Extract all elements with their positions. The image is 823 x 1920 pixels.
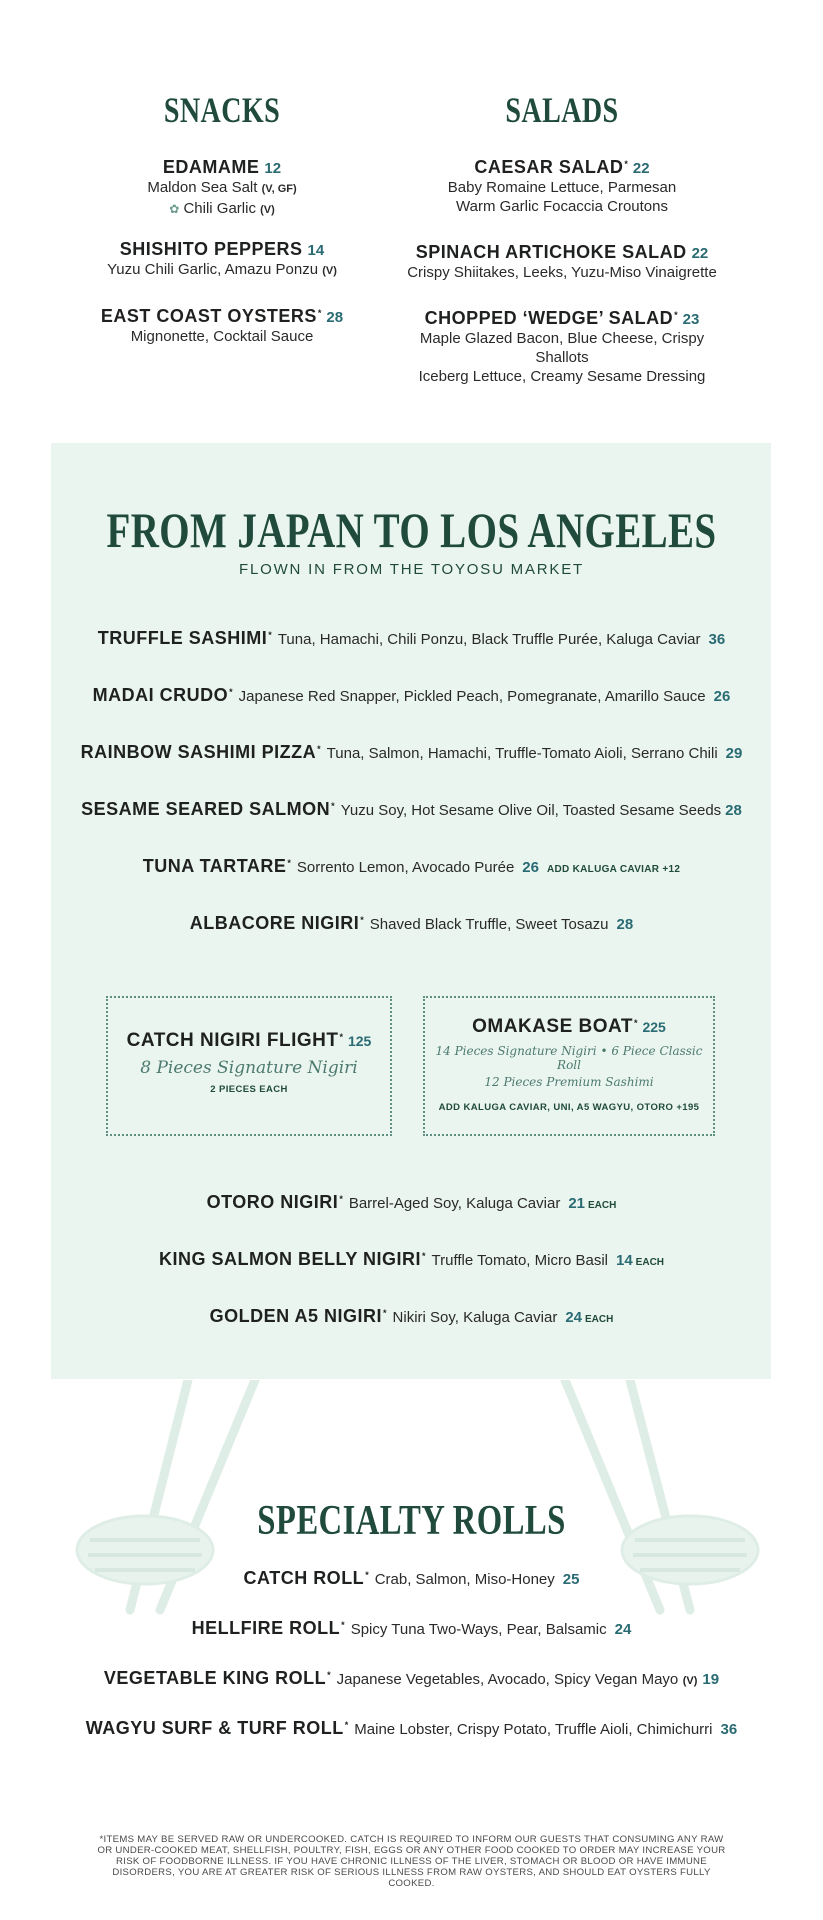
item-price: 24 xyxy=(565,1309,582,1326)
menu-item-tuna-tartare xyxy=(0,856,823,877)
menu-item-caesar xyxy=(392,157,732,216)
raw-star: * xyxy=(344,1719,349,1730)
diet-tag: (V) xyxy=(260,204,275,216)
item-name: EAST COAST OYSTERS xyxy=(100,306,317,326)
item-desc: Truffle Tomato, Micro Basil xyxy=(431,1252,608,1269)
raw-star: * xyxy=(339,1193,343,1204)
omakase-boat-box xyxy=(423,996,715,1136)
menu-item-oysters xyxy=(72,306,372,346)
raw-star: * xyxy=(365,1569,369,1580)
menu-item-sesame-salmon xyxy=(0,799,823,820)
raw-star: * xyxy=(341,1619,345,1630)
raw-star: * xyxy=(674,309,678,320)
raw-star: * xyxy=(360,914,364,925)
item-price: 24 xyxy=(614,1621,632,1638)
snacks-title: SNACKS xyxy=(163,90,281,130)
item-desc: Baby Romaine Lettuce, Parmesan xyxy=(447,179,677,196)
menu-item-truffle-sashimi xyxy=(0,628,823,649)
japan-title: FROM JAPAN TO LOS ANGELES xyxy=(106,502,717,558)
flight-script: 8 Pieces Signature Nigiri xyxy=(140,1058,358,1078)
item-desc: Japanese Red Snapper, Pickled Peach, Pomegranate, Amarillo Sauce xyxy=(238,688,706,705)
item-price: 26 xyxy=(713,688,731,705)
menu-item-golden-a5 xyxy=(0,1306,823,1327)
item-price: 125 xyxy=(347,1033,372,1049)
menu-item-king-salmon xyxy=(0,1249,823,1270)
boat-note: ADD KALUGA CAVIAR, UNI, A5 WAGYU, OTORO +195 xyxy=(438,1102,700,1113)
item-desc: Warm Garlic Focaccia Croutons xyxy=(456,198,668,215)
raw-star: * xyxy=(339,1031,343,1042)
item-desc: Spicy Tuna Two-Ways, Pear, Balsamic xyxy=(350,1621,607,1638)
item-price: 225 xyxy=(642,1019,666,1035)
item-name: OMAKASE BOAT xyxy=(472,1016,633,1037)
menu-item-albacore xyxy=(0,913,823,934)
item-desc: Sorrento Lemon, Avocado Purée xyxy=(296,859,515,876)
raw-star: * xyxy=(287,857,291,868)
menu-item-wagyu-roll xyxy=(0,1718,823,1739)
item-name: VEGETABLE KING ROLL xyxy=(103,1668,327,1688)
item-name: TRUFFLE SASHIMI xyxy=(97,628,268,648)
item-desc: Tuna, Salmon, Hamachi, Truffle-Tomato Aioli, Serrano Chili xyxy=(326,745,718,762)
diet-tag: (V, GF) xyxy=(261,183,297,195)
menu-item-edamame xyxy=(72,157,372,220)
boat-script: 12 Pieces Premium Sashimi xyxy=(484,1075,654,1089)
raw-star: * xyxy=(383,1307,387,1318)
item-price: 28 xyxy=(616,916,634,933)
item-name: CAESAR SALAD xyxy=(474,157,624,177)
item-desc: Mignonette, Cocktail Sauce xyxy=(130,328,314,345)
addon-note: ADD KALUGA CAVIAR +12 xyxy=(546,864,681,875)
raw-star: * xyxy=(268,629,272,640)
raw-star: * xyxy=(331,800,335,811)
raw-star: * xyxy=(229,686,233,697)
diet-tag: (V) xyxy=(682,1675,698,1687)
menu-item-spinach xyxy=(392,242,732,282)
item-desc: Yuzu Soy, Hot Sesame Olive Oil, Toasted Sesame Seeds xyxy=(340,802,722,819)
japan-subtitle: FLOWN IN FROM THE TOYOSU MARKET xyxy=(239,561,584,578)
item-desc: Chili Garlic xyxy=(183,200,256,217)
item-desc: Maple Glazed Bacon, Blue Cheese, Crispy Shallots xyxy=(419,330,705,366)
item-desc: Nikiri Soy, Kaluga Caviar xyxy=(392,1309,558,1326)
item-price: 12 xyxy=(264,160,282,177)
raw-star: * xyxy=(327,1669,331,1680)
item-name: WAGYU SURF & TURF ROLL xyxy=(85,1718,344,1738)
item-name: RAINBOW SASHIMI PIZZA xyxy=(80,742,317,762)
item-desc: Crab, Salmon, Miso-Honey xyxy=(374,1571,555,1588)
menu-item-catch-roll xyxy=(0,1568,823,1589)
item-name: EDAMAME xyxy=(162,157,260,177)
item-name: SHISHITO PEPPERS xyxy=(119,239,303,259)
item-name: MADAI CRUDO xyxy=(92,685,229,705)
each-label: EACH xyxy=(588,1200,617,1211)
item-desc: Barrel-Aged Soy, Kaluga Caviar xyxy=(348,1195,561,1212)
item-price: 22 xyxy=(691,245,709,262)
item-desc: Maldon Sea Salt xyxy=(147,179,258,196)
item-name: GOLDEN A5 NIGIRI xyxy=(209,1306,383,1326)
item-desc: Tuna, Hamachi, Chili Ponzu, Black Truffle Purée, Kaluga Caviar xyxy=(277,631,701,648)
salads-title: SALADS xyxy=(505,90,619,130)
menu-item-otoro xyxy=(0,1192,823,1213)
raw-star: * xyxy=(422,1250,426,1261)
item-desc: Iceberg Lettuce, Creamy Sesame Dressing xyxy=(418,368,706,385)
item-price: 28 xyxy=(725,802,742,819)
item-desc: Maine Lobster, Crispy Potato, Truffle Aioli, Chimichurri xyxy=(354,1721,713,1738)
menu-item-rainbow-pizza xyxy=(0,742,823,763)
item-name: CHOPPED ‘WEDGE’ SALAD xyxy=(424,308,674,328)
chili-icon: ✿ xyxy=(169,202,180,216)
menu-item-shishito xyxy=(72,239,372,281)
item-name: ALBACORE NIGIRI xyxy=(189,913,360,933)
item-price: 22 xyxy=(632,160,650,177)
item-desc: Crispy Shiitakes, Leeks, Yuzu-Miso Vinaigrette xyxy=(407,264,717,281)
item-name: KING SALMON BELLY NIGIRI xyxy=(158,1249,422,1269)
nigiri-flight-box xyxy=(106,996,392,1136)
item-name: SESAME SEARED SALMON xyxy=(81,799,331,819)
menu-item-madai-crudo xyxy=(0,685,823,706)
diet-tag: (V) xyxy=(322,265,337,277)
item-price: 36 xyxy=(720,1721,738,1738)
item-name: CATCH ROLL xyxy=(243,1568,365,1588)
each-label: EACH xyxy=(635,1257,665,1268)
item-price: 21 xyxy=(568,1195,586,1212)
item-price: 14 xyxy=(307,242,325,259)
menu-item-wedge xyxy=(392,308,732,386)
item-desc: Shaved Black Truffle, Sweet Tosazu xyxy=(369,916,609,933)
item-price: 28 xyxy=(326,309,344,326)
raw-star: * xyxy=(317,743,321,754)
menu-item-hellfire-roll xyxy=(0,1618,823,1639)
item-price: 36 xyxy=(708,631,726,648)
item-name: CATCH NIGIRI FLIGHT xyxy=(126,1030,339,1051)
raw-star: * xyxy=(624,158,628,169)
flight-note: 2 PIECES EACH xyxy=(210,1084,288,1095)
item-price: 19 xyxy=(702,1671,720,1688)
item-price: 23 xyxy=(682,311,700,328)
boat-script: 14 Pieces Signature Nigiri • 6 Piece Classic Roll xyxy=(435,1044,703,1072)
raw-star: * xyxy=(633,1017,638,1028)
menu-item-vegetable-roll xyxy=(0,1668,823,1689)
item-price: 26 xyxy=(522,859,539,876)
rolls-title: SPECIALTY ROLLS xyxy=(257,1498,566,1544)
item-price: 29 xyxy=(725,745,743,762)
item-name: TUNA TARTARE xyxy=(142,856,287,876)
item-name: HELLFIRE ROLL xyxy=(191,1618,341,1638)
item-desc: Yuzu Chili Garlic, Amazu Ponzu xyxy=(107,261,319,278)
raw-star: * xyxy=(317,307,322,318)
salads-section xyxy=(392,0,732,400)
item-price: 14 xyxy=(615,1252,633,1269)
snacks-section xyxy=(72,0,372,400)
item-desc: Japanese Vegetables, Avocado, Spicy Vegan Mayo xyxy=(336,1671,679,1688)
item-price: 25 xyxy=(562,1571,580,1588)
japan-panel xyxy=(51,443,771,1379)
item-name: OTORO NIGIRI xyxy=(206,1192,339,1212)
each-label: EACH xyxy=(585,1314,614,1325)
item-name: SPINACH ARTICHOKE SALAD xyxy=(415,242,687,262)
raw-food-disclaimer: *ITEMS MAY BE SERVED RAW OR UNDERCOOKED. CATCH IS REQUIRED TO INFORM OUR GUESTS THAT CONSUMING ANY RAW OR UNDER-COOKED MEAT, SHELLFISH, POULTRY, FISH, EGGS OR ANY OTHER FOOD COOKED TO ORDER MAY INCREASE YOUR RISK OF FOODBORNE ILLNESS. IF YOU HAVE CHRONIC ILLNESS OF THE LIVER, STOMACH OR BLOOD OR HAVE IMMUNE DISORDERS, YOU ARE AT GREATER RISK OF SERIOUS ILLNESS FROM RAW OYSTERS, AND SHOULD EAT OYSTERS FULLY COOKED. xyxy=(97,1834,726,1889)
